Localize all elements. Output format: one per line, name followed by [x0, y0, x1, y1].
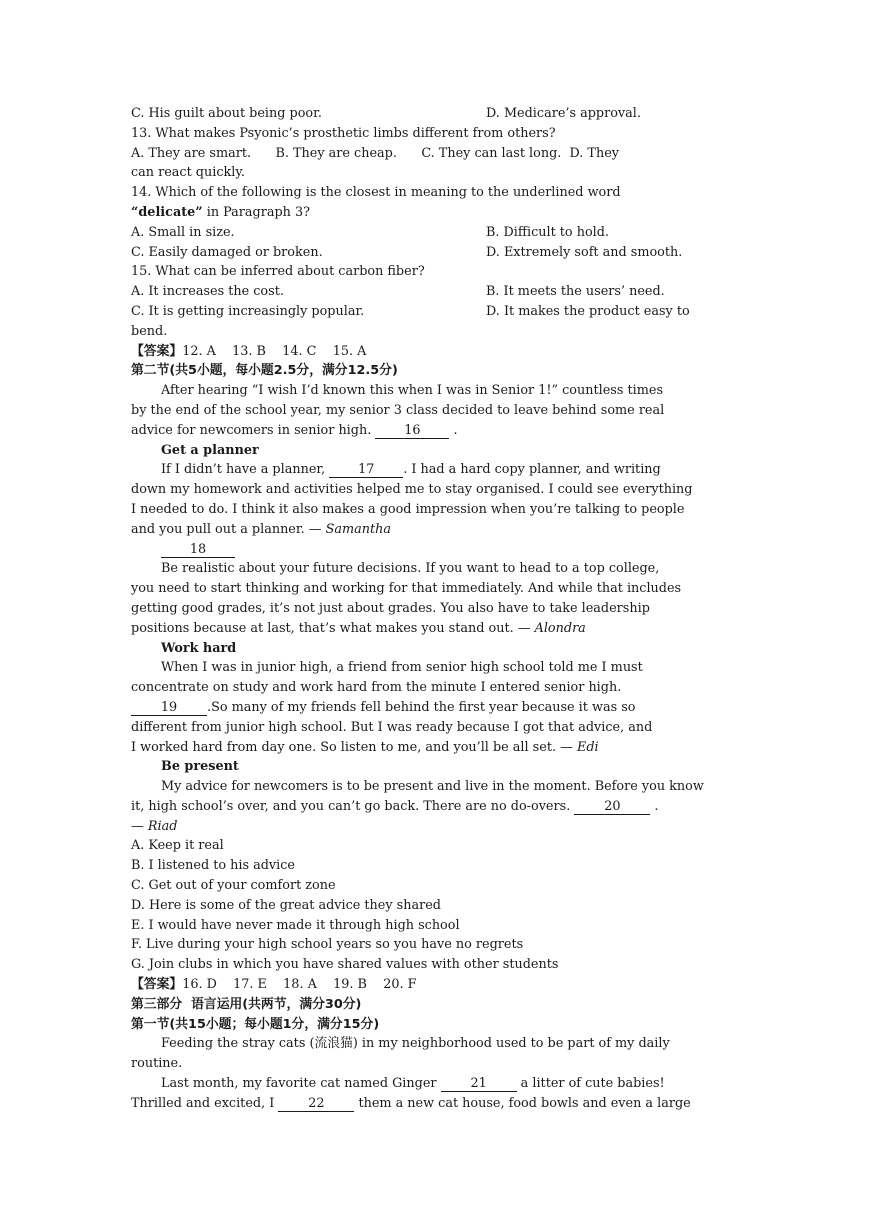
q14-options-cd	[131, 243, 738, 263]
paragraph-3-line4: different from junior high school. But I was ready because I got that advice, and	[131, 719, 653, 735]
paragraph-1-line1	[131, 460, 738, 480]
blank-21: 21	[441, 1076, 517, 1092]
subheading-get-a-planner: Get a planner	[161, 442, 259, 458]
paragraph-1-text-end: and you pull out a planner. —	[131, 521, 322, 537]
q15-option-a: A. It increases the cost.	[131, 284, 284, 300]
document-page	[131, 104, 738, 1114]
paragraph-3-line3	[131, 698, 738, 718]
subheading-work-hard: Work hard	[161, 640, 237, 656]
paragraph-3-text-end: I worked hard from day one. So listen to me, and you’ll be all set. —	[131, 739, 573, 755]
q13-options-line2: can react quickly.	[131, 165, 245, 181]
paragraph-3-line2: concentrate on study and work hard from the minute I entered senior high.	[131, 680, 622, 696]
blank-16: 16	[375, 423, 449, 439]
paragraph-1-line2: down my homework and activities helped me to stay organised. I could see everything	[131, 482, 693, 498]
q13-options-line1: A. They are smart. B. They are cheap. C. They can last long. D. They	[131, 145, 620, 161]
option-item: B. I listened to his advice	[131, 858, 295, 874]
q15-stem: 15. What can be inferred about carbon fiber?	[131, 264, 425, 280]
option-item: A. Keep it real	[131, 838, 224, 854]
part-3-heading: 第三部分 语言运用(共两节，满分30分)	[131, 996, 362, 1012]
q15-option-c: C. It is getting increasingly popular.	[131, 303, 365, 319]
paragraph-4-period: .	[654, 798, 659, 814]
answer-key-2	[131, 975, 738, 995]
author-riad: Riad	[147, 818, 178, 834]
answer-label: 【答案】	[131, 977, 183, 993]
q14-option-a: A. Small in size.	[131, 224, 235, 240]
option-item: C. Get out of your comfort zone	[131, 878, 336, 894]
passage-intro-text: advice for newcomers in senior high.	[131, 422, 372, 438]
q15-option-d-continued: bend.	[131, 323, 168, 339]
author-dash: —	[131, 818, 144, 834]
q14-option-d: D. Extremely soft and smooth.	[486, 244, 683, 260]
cloze-text-cont: them a new cat house, food bowls and even a large	[358, 1095, 691, 1111]
subheading-blank-18	[131, 540, 738, 560]
paragraph-4-line3	[131, 817, 738, 837]
q15-options-ab	[131, 282, 738, 302]
passage-intro-line1: After hearing “I wish I’d known this when I was in Senior 1!” countless times	[161, 383, 664, 399]
author-edi: Edi	[576, 739, 599, 755]
blank-18: 18	[161, 542, 235, 558]
answer-key-1	[131, 342, 738, 362]
q14-underlined-word: “delicate”	[131, 204, 203, 220]
paragraph-2-line3: getting good grades, it’s not just about grades. You also have to take leadership	[131, 600, 650, 616]
subheading-be-present: Be present	[161, 759, 239, 775]
q12-option-d: D. Medicare’s approval.	[486, 106, 641, 121]
cloze-line4	[131, 1094, 738, 1114]
option-item: D. Here is some of the great advice they shared	[131, 897, 441, 913]
passage-intro-line3	[131, 421, 738, 441]
blank-17: 17	[329, 462, 403, 478]
author-samantha: Samantha	[325, 521, 392, 537]
paragraph-2-line4	[131, 619, 738, 639]
cloze-line3	[131, 1074, 738, 1094]
paragraph-2-text-end: positions because at last, that’s what makes you stand out. —	[131, 620, 531, 636]
paragraph-3-line5	[131, 738, 738, 758]
q15-option-d: D. It makes the product easy to	[486, 303, 690, 319]
q12-option-c: C. His guilt about being poor.	[131, 106, 322, 121]
paragraph-3-text: .So many of my friends fell behind the first year because it was so	[207, 699, 636, 715]
option-item: G. Join clubs in which you have shared values with other students	[131, 957, 559, 973]
blank-22: 22	[278, 1096, 354, 1112]
cloze-text-cont: a litter of cute babies!	[520, 1076, 665, 1092]
cloze-text: Last month, my favorite cat named Ginger	[161, 1076, 437, 1092]
q14-option-b: B. Difficult to hold.	[486, 224, 610, 240]
q15-options-cd	[131, 302, 738, 322]
answer-values: 12. A 13. B 14. C 15. A	[182, 343, 367, 359]
q14-options-ab	[131, 223, 738, 243]
answer-values: 16. D 17. E 18. A 19. B 20. F	[182, 977, 417, 993]
paragraph-4-text: it, high school’s over, and you can’t go back. There are no do-overs.	[131, 798, 571, 814]
q13-stem: 13. What makes Psyonic’s prosthetic limbs different from others?	[131, 125, 556, 141]
cloze-line2: routine.	[131, 1056, 183, 1072]
options-list	[131, 836, 738, 975]
q12-options-cd	[131, 104, 738, 124]
q14-stem-tail: in Paragraph 3?	[202, 204, 310, 220]
answer-label: 【答案】	[131, 343, 183, 359]
passage-intro-line2: by the end of the school year, my senior 3 class decided to leave behind some real	[131, 402, 665, 418]
q14-option-c: C. Easily damaged or broken.	[131, 244, 323, 260]
author-alondra: Alondra	[534, 620, 586, 636]
paragraph-4-line2	[131, 797, 738, 817]
q14-stem-line1: 14. Which of the following is the closest in meaning to the underlined word	[131, 185, 621, 201]
cloze-line1: Feeding the stray cats (流浪猫) in my neighborhood used to be part of my daily	[161, 1036, 670, 1052]
paragraph-1-text: If I didn’t have a planner,	[161, 462, 326, 478]
blank-19: 19	[131, 700, 207, 716]
section-2-heading: 第二节(共5小题，每小题2.5分，满分12.5分)	[131, 363, 398, 379]
q15-option-b: B. It meets the users’ need.	[486, 284, 665, 300]
paragraph-1-line3: I needed to do. I think it also makes a good impression when you’re talking to people	[131, 501, 685, 517]
blank-20: 20	[574, 799, 650, 815]
option-item: F. Live during your high school years so you have no regrets	[131, 937, 524, 953]
option-item: E. I would have never made it through high school	[131, 917, 460, 933]
paragraph-3-line1: When I was in junior high, a friend from senior high school told me I must	[161, 660, 643, 676]
part-3-section-1-heading: 第一节(共15小题；每小题1分，满分15分)	[131, 1016, 380, 1032]
paragraph-4-line1: My advice for newcomers is to be present and live in the moment. Before you know	[161, 779, 704, 795]
q14-stem-line2	[131, 203, 738, 223]
paragraph-1-line4	[131, 520, 738, 540]
passage-intro-period: .	[453, 422, 458, 438]
paragraph-2-line1: Be realistic about your future decisions. If you want to head to a top college,	[161, 561, 660, 577]
cloze-text: Thrilled and excited, I	[131, 1095, 275, 1111]
paragraph-2-line2: you need to start thinking and working for that immediately. And while that includes	[131, 581, 682, 597]
paragraph-1-text-cont: . I had a hard copy planner, and writing	[403, 462, 661, 478]
